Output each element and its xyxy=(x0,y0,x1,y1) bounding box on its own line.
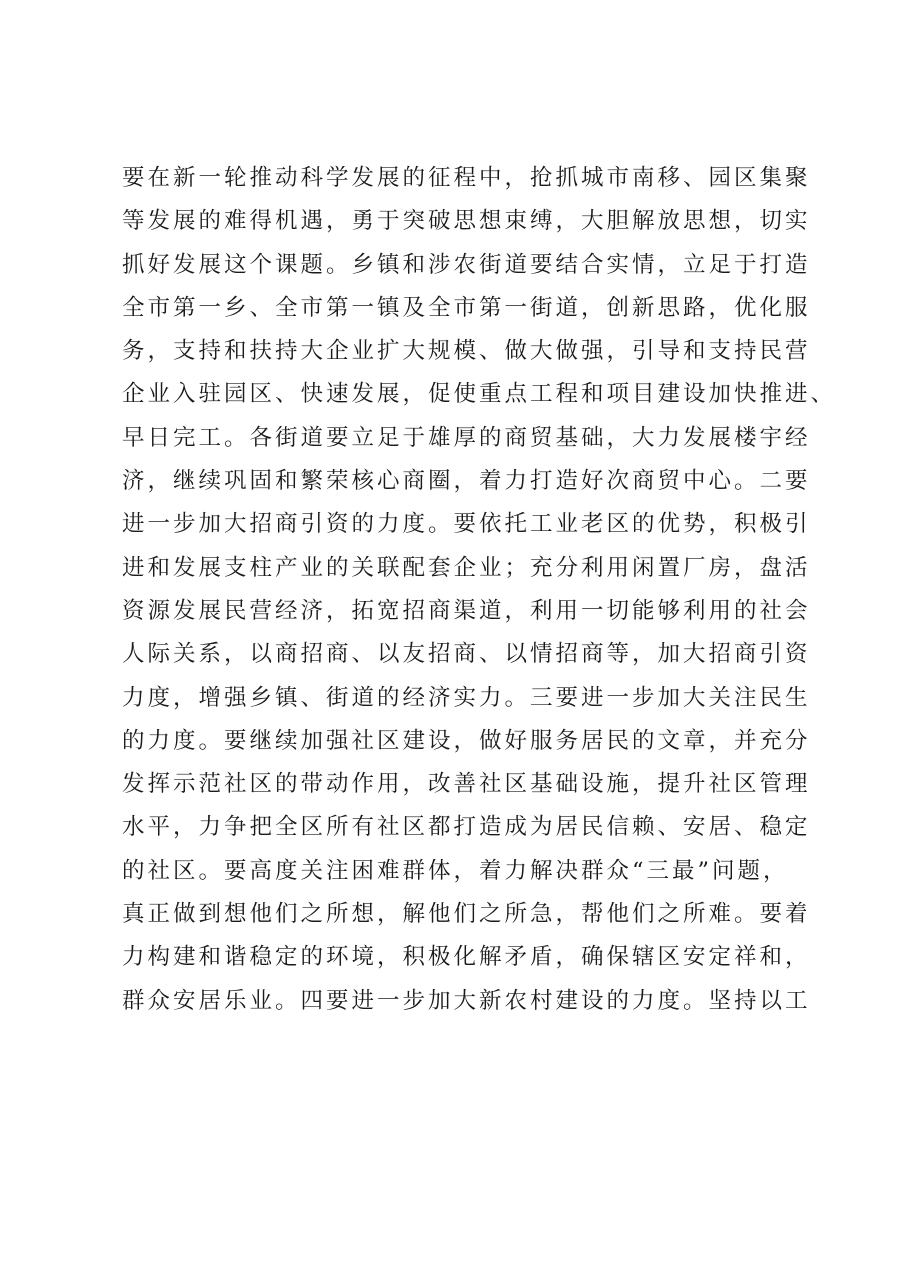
text-line: 进和发展支柱产业的关联配套企业；充分利用闲置厂房，盘活 xyxy=(122,554,811,581)
text-line: 等发展的难得机遇，勇于突破思想束缚，大胆解放思想，切实 xyxy=(122,208,811,235)
text-line: 的社区。要高度关注困难群体，着力解决群众“三最”问题， xyxy=(122,857,789,884)
text-line: 要在新一轮推动科学发展的征程中，抢抓城市南移、园区集聚 xyxy=(122,165,811,191)
text-line: 抓好发展这个课题。乡镇和涉农街道要结合实情，立足于打造 xyxy=(122,251,811,278)
text-line: 济，继续巩固和繁荣核心商圈，着力打造好次商贸中心。二要 xyxy=(122,468,811,495)
text-line: 早日完工。各街道要立足于雄厚的商贸基础，大力发展楼宇经 xyxy=(122,424,811,451)
text-line: 水平，力争把全区所有社区都打造成为居民信赖、安居、稳定 xyxy=(122,814,811,841)
text-line: 全市第一乡、全市第一镇及全市第一街道，创新思路，优化服 xyxy=(122,294,811,321)
text-line: 务，支持和扶持大企业扩大规模、做大做强，引导和支持民营 xyxy=(122,338,811,365)
text-line: 资源发展民营经济，拓宽招商渠道，利用一切能够利用的社会 xyxy=(122,597,811,624)
text-line: 发挥示范社区的带动作用，改善社区基础设施，提升社区管理 xyxy=(122,771,811,798)
text-line: 真正做到想他们之所想，解他们之所急，帮他们之所难。要着 xyxy=(122,901,811,928)
text-line: 力度，增强乡镇、街道的经济实力。三要进一步加大关注民生 xyxy=(122,684,811,711)
text-line: 力构建和谐稳定的环境，积极化解矛盾，确保辖区安定祥和， xyxy=(122,944,811,971)
text-line: 进一步加大招商引资的力度。要依托工业老区的优势，积极引 xyxy=(122,511,811,538)
text-line: 的力度。要继续加强社区建设，做好服务居民的文章，并充分 xyxy=(122,727,811,754)
text-line: 人际关系，以商招商、以友招商、以情招商等，加大招商引资 xyxy=(122,641,811,668)
body-text xyxy=(122,157,837,1023)
text-line: 企业入驻园区、快速发展，促使重点工程和项目建设加快推进、 xyxy=(122,381,837,408)
text-line: 群众安居乐业。四要进一步加大新农村建设的力度。坚持以工 xyxy=(122,987,811,1014)
